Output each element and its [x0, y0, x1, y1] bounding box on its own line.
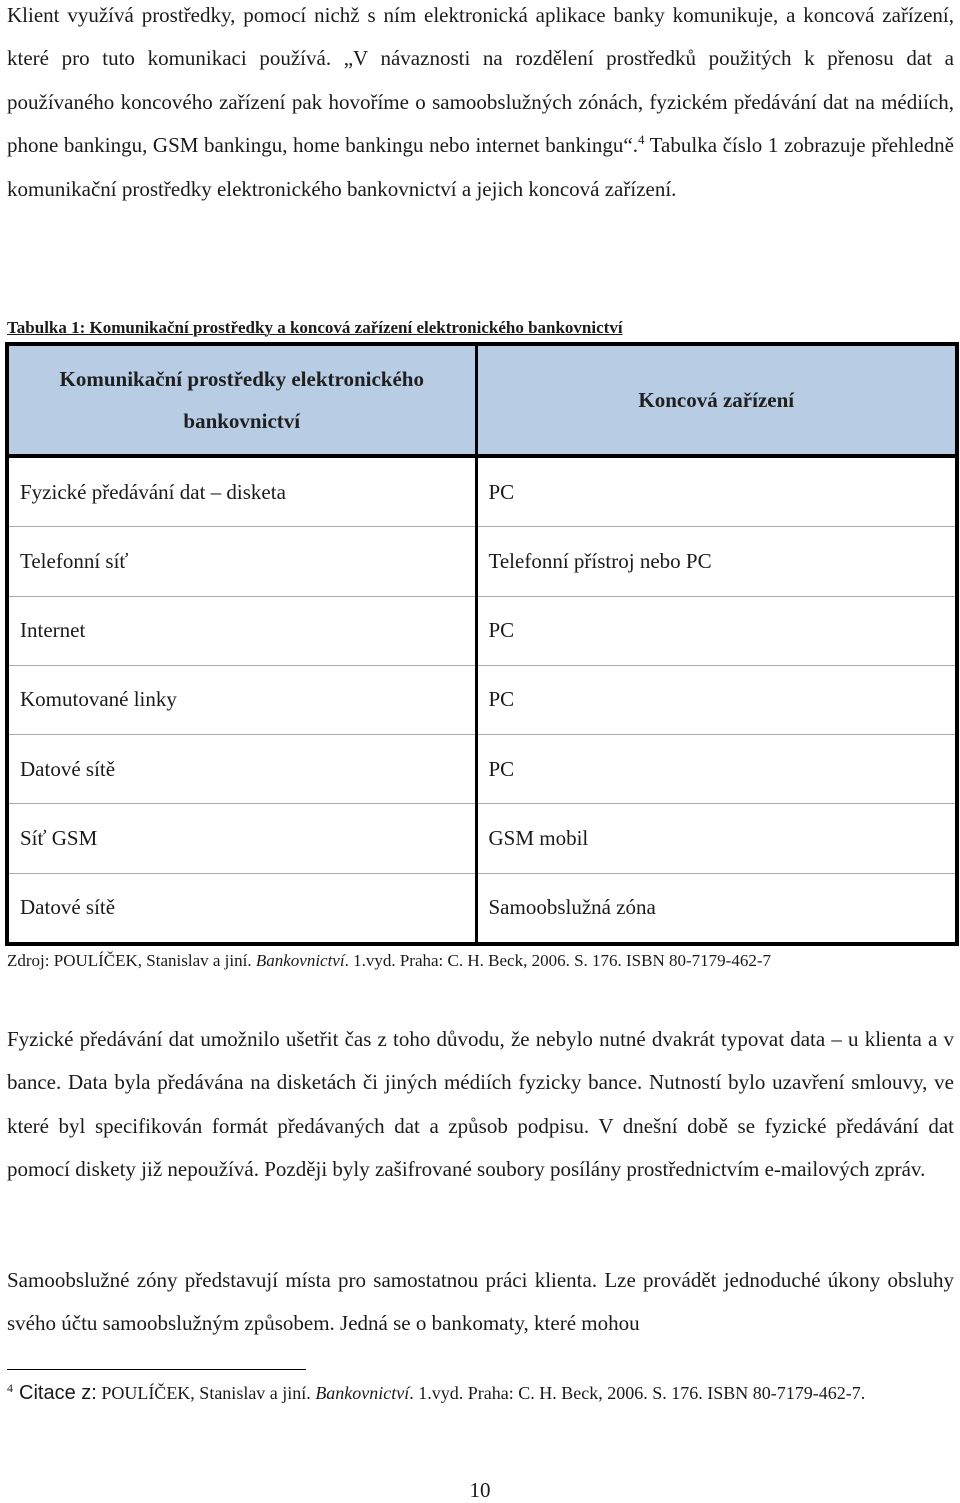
communication-means-table: [5, 342, 959, 946]
table-row: [7, 456, 957, 527]
footnote-number: 4: [7, 1381, 13, 1395]
table-cell-device: PC: [476, 665, 957, 734]
table-cell-means: Komutované linky: [7, 665, 476, 734]
footnote-suffix: . 1.vyd. Praha: C. H. Beck, 2006. S. 176. ISBN 80-7179-462-7.: [409, 1383, 866, 1403]
intro-text: Klient využívá prostředky, pomocí nichž s ním elektronická aplikace banky komunikuje, a koncová zařízení, které pro tuto komunikaci používá. „V návaznosti na rozdělení prostředků použitých k přenosu dat a používaného koncového zařízení pak hovoříme o samoobslužných zónách, fyzickém předávání dat na médiích, phone bankingu, GSM bankingu, home bankingu nebo internet bankingu“.: [7, 3, 954, 158]
footnote-prefix: POULÍČEK, Stanislav a jiní.: [96, 1383, 316, 1403]
table-row: [7, 804, 957, 873]
table-header-row: [7, 344, 957, 456]
table-cell-device: PC: [476, 456, 957, 527]
self-service-paragraph: Samoobslužné zóny představují místa pro samostatnou práci klienta. Lze provádět jednoduché úkony obsluhy svého účtu samoobslužným způsobem. Jedná se o bankomaty, které mohou: [7, 1268, 954, 1336]
source-prefix: Zdroj: POULÍČEK, Stanislav a jiní.: [7, 951, 256, 970]
table-cell-means: Fyzické předávání dat – disketa: [7, 456, 476, 527]
footnote: [7, 1380, 957, 1407]
table-cell-device: PC: [476, 735, 957, 804]
table-cell-means: Internet: [7, 596, 476, 665]
table-row: [7, 596, 957, 665]
column-header-devices: Koncová zařízení: [476, 344, 957, 456]
physical-transfer-paragraph: Fyzické předávání dat umožnilo ušetřit čas z toho důvodu, že nebylo nutné dvakrát typovat data – u klienta a v bance. Data byla předávána na disketách či jiných médiích fyzicky bance. Nutností bylo uzavření smlouvy, ve které byl specifikován formát předávaných dat a způsob podpisu. V dnešní době se fyzické předávání dat pomocí diskety již nepoužívá. Později byly zašifrované soubory posílány prostřednictvím e-mailových zpráv.: [7, 1027, 954, 1182]
table-row: [7, 527, 957, 596]
table-row: [7, 665, 957, 734]
footnote-separator: [7, 1369, 306, 1370]
table-cell-means: Datové sítě: [7, 735, 476, 804]
intro-text-continued: Tabulka číslo 1 zobrazuje přehledně komunikační prostředky elektronického bankovnictví a jejich koncová zařízení.: [7, 133, 954, 201]
footnote-title: Bankovnictví: [315, 1383, 410, 1403]
footnote-reference[interactable]: 4: [637, 132, 645, 148]
source-suffix: . 1.vyd. Praha: C. H. Beck, 2006. S. 176. ISBN 80-7179-462-7: [344, 951, 771, 970]
footnote-label: Citace z:: [19, 1382, 97, 1404]
intro-paragraph: [7, 0, 954, 211]
table-caption: Tabulka 1: Komunikační prostředky a koncová zařízení elektronického bankovnictví: [7, 318, 623, 337]
table-cell-means: Telefonní síť: [7, 527, 476, 596]
page-number: 10: [469, 1478, 491, 1502]
table-source: [7, 951, 771, 971]
table-cell-device: GSM mobil: [476, 804, 957, 873]
source-title: Bankovnictví: [255, 951, 345, 970]
table-row: [7, 873, 957, 944]
table-cell-means: Síť GSM: [7, 804, 476, 873]
table-cell-device: Samoobslužná zóna: [476, 873, 957, 944]
column-header-means: Komunikační prostředky elektronického bankovnictví: [7, 344, 476, 456]
table-cell-device: Telefonní přístroj nebo PC: [476, 527, 957, 596]
table-row: [7, 735, 957, 804]
table-cell-means: Datové sítě: [7, 873, 476, 944]
table-cell-device: PC: [476, 596, 957, 665]
